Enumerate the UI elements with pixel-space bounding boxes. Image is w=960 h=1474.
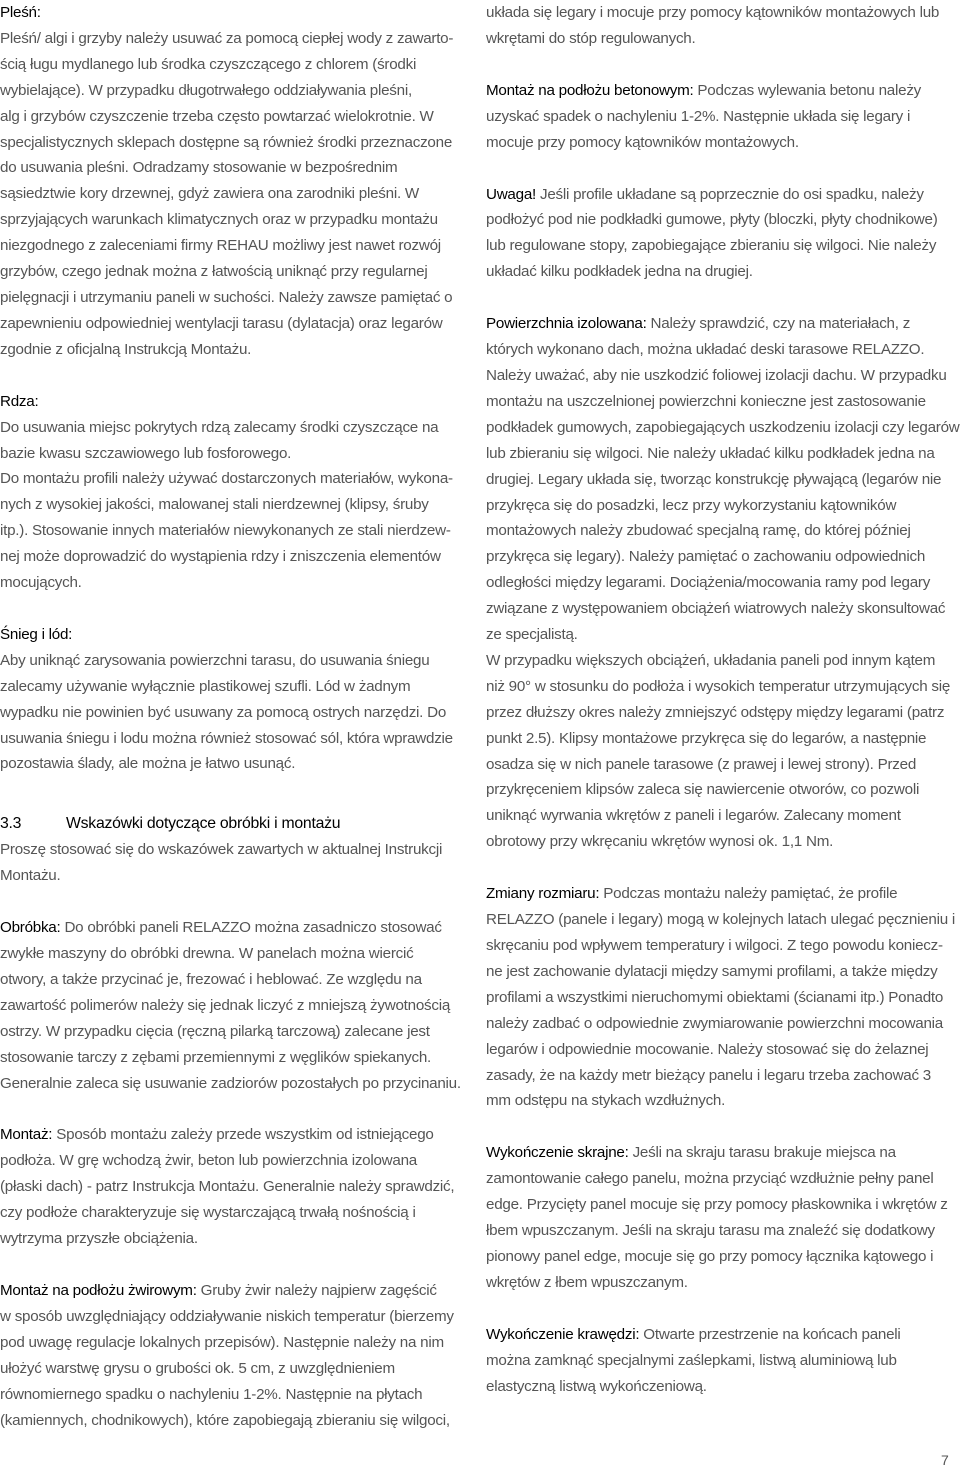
text-run: Podczas wylewania betonu należy [693,81,922,99]
text-line: wytrzyma przyszłe obciążenia. [0,1230,198,1248]
text-line: drugiej. Legary układa się, tworząc konstrukcję pływającą (legarów nie [486,470,942,488]
text-line: niezgodnego z zaleceniami firmy REHAU możliwy jest nawet rozwój [0,237,441,255]
spacer [486,1296,956,1322]
label-zmiany: Zmiany rozmiaru: [486,885,600,903]
text-line: nej może doprowadzić do wystąpienia rdzy i zniszczenia elementów [0,548,441,566]
text-line: Montażu. [0,867,61,885]
paragraph-intro [486,0,956,52]
text-line: ostrzy. W przypadku cięcia (ręczną pilarką tarczową) zalecane jest [0,1022,430,1040]
text-line: uzyskać spadek o nachyleniu 1-2%. Następnie układa się legary i [486,107,911,125]
text-line: przykręca się do posadzki, lecz przy wykorzystaniu kątowników [486,496,897,514]
heading-snieg: Śnieg i lód: [0,625,73,643]
label-obrobka: Obróbka: [0,919,61,937]
section-heading [0,811,462,837]
text-line: montażowych należy zbudować specjalną ramę, do której później [486,522,911,540]
text-line: czy podłoże charakteryzuje się wystarczającą trwałą nośnością i [0,1204,416,1222]
text-run: Należy sprawdzić, czy na materiałach, z [646,315,911,333]
paragraph-zwir [0,1278,462,1433]
text-run: Jeśli profile układane są poprzecznie do osi spadku, należy [536,185,924,203]
text-line: nych z wysokiej jakości, malowanej stali nierdzewnej (klipsy, śruby [0,496,429,514]
page-number: 7 [941,1452,949,1468]
text-line: wypadku nie powinien być usuwany za pomocą ostrych narzędzi. Do [0,703,447,721]
text-line: uniknąć wyrwania wkrętów z paneli i legarów. Zalecany moment [486,807,901,825]
text-line: ze specjalistą. [486,626,578,644]
text-line: Aby uniknąć zarysowania powierzchni tarasu, do usuwania śniegu [0,651,430,669]
text-line: specjalistycznych sklepach dostępne są również środki przeznaczone [0,133,453,151]
text-line: zamontowanie całego panelu, można przyciąć wzdłużnie pełny panel [486,1170,934,1188]
text-line: podkładek gumowych, zapobiegających uszkodzeniu izolacji czy legarów [486,418,960,436]
text-line: których wykonano dach, można układać deski tarasowe RELAZZO. [486,341,925,359]
text-line: pielęgnacji i utrzymaniu paneli w suchości. Należy zawsze pamiętać o [0,288,453,306]
text-line: Do montażu profili należy używać dostarczonych materiałów, wykona- [0,470,453,488]
spacer [486,855,956,881]
text-line: W przypadku większych obciążeń, układania paneli pod innym kątem [486,651,936,669]
text-line: pod uwagę regulacje lokalnych przepisów). Następnie należy na nim [0,1333,444,1351]
text-line: zgodnie z oficjalną Instrukcją Montażu. [0,340,252,358]
text-line: podłoża. W grę wchodzą żwir, beton lub powierzchnia izolowana [0,1152,417,1170]
paragraph-uwaga [486,182,956,286]
section-plesn [0,0,462,363]
text-run: Podczas montażu należy pamiętać, że profile [599,885,898,903]
text-line: ne jest zachowanie dylatacji między samymi profilami, a także między [486,962,938,980]
text-line: legarów i odpowiednie mocowanie. Należy stosować się do żelaznej [486,1040,929,1058]
section-3-3 [0,811,462,889]
text-line: lub regulowane stopy, zapobiegające zbieraniu się wilgoci. Nie należy [486,237,937,255]
text-line: zasady, że na każdy metr bieżący panelu i legaru trzeba zachować 3 [486,1066,931,1084]
text-line: ułożyć warstwę grysu o grubości ok. 5 cm, z uwzględnieniem [0,1359,395,1377]
spacer [0,596,462,622]
spacer [0,889,462,915]
spacer [0,363,462,389]
text-line: mocuje przy pomocy kątowników montażowych. [486,133,799,151]
text-line: wkrętów z łbem wpuszczanym. [486,1273,688,1291]
paragraph-beton [486,78,956,156]
text-line [0,1122,462,1148]
text-line [486,311,956,337]
left-column [0,0,462,1433]
text-line: profilami a wszystkimi nieruchomymi obiektami (ścianami itp.) Ponadto [486,988,944,1006]
text-line: zalecamy używanie wyłącznie plastikowej szufli. Lód w żadnym [0,677,411,695]
text-line: (kamiennych, chodnikowych), które zapobiegają zbieraniu się wilgoci, [0,1411,450,1429]
text-line: punkt 2.5). Klipsy montażowe przykręca się do legarów, a następnie [486,729,927,747]
label-krawedz: Wykończenie krawędzi: [486,1325,640,1343]
heading-rdza: Rdza: [0,392,39,410]
text-line: równomiernego spadku o nachyleniu 1-2%. Następnie na płytach [0,1385,423,1403]
text-line: niż 90° w stosunku do podłoża i wysokich temperatur utrzymujących się [486,677,951,695]
text-line: Proszę stosować się do wskazówek zawartych w aktualnej Instrukcji [0,841,443,859]
label-montaz: Montaż: [0,1126,53,1144]
text-line: usuwania śniegu i lodu można również stosować sól, która wprawdzie [0,729,453,747]
label-uwaga: Uwaga! [486,185,536,203]
paragraph-montaz [0,1122,462,1252]
text-line: do usuwania pleśni. Odradzamy stosowanie w bezpośrednim [0,159,398,177]
paragraph-krawedz [486,1322,956,1400]
spacer [486,1114,956,1140]
text-line: (płaski dach) - patrz Instrukcja Montażu. Generalnie należy sprawdzić, [0,1178,455,1196]
text-line: itp.). Stosowanie innych materiałów niewykonanych ze stali nierdzew- [0,522,451,540]
text-line: grzybów, czego jednak można z łatwością uniknąć przy regularnej [0,263,428,281]
text-line: edge. Przycięty panel mocuje się przy pomocy płaskownika i wkrętów z [486,1196,948,1214]
text-line: należy zadbać o odpowiednie zwymiarowanie powierzchni mocowania [486,1014,944,1032]
text-line: zawartość polimerów należy się jednak liczyć z mniejszą żywotnością [0,996,451,1014]
spacer [0,1096,462,1122]
right-column [486,0,960,1400]
label-skraj: Wykończenie skrajne: [486,1144,629,1162]
text-line: stosowanie tarczy z zębami przemiennymi z węglików spiekanych. [0,1048,432,1066]
text-line: układa się legary i mocuje przy pomocy kątowników montażowych lub [486,4,940,21]
text-line [486,881,956,907]
text-line: mm odstępu na stykach wzdłużnych. [486,1092,726,1110]
section-rdza [0,389,462,596]
text-line [486,1322,956,1348]
text-line: przez dłuższy okres należy zmniejszyć odstępy między legarami (patrz [486,703,945,721]
section-number: 3.3 [0,815,22,833]
text-run: Otwarte przestrzenie na końcach paneli [639,1325,901,1343]
text-run: Sposób montażu zależy przede wszystkim od istniejącego [52,1126,434,1144]
text-line: skręcaniu pod wpływem temperatury i wilgoci. Z tego powodu koniecz- [486,937,943,954]
section-snieg [0,622,462,777]
spacer [0,777,462,811]
spacer [0,1252,462,1278]
text-line: sprzyjających warunkach klimatycznych oraz w przypadku montażu [0,211,438,229]
label-izolowana: Powierzchnia izolowana: [486,315,647,333]
heading-plesn: Pleśń: [0,4,41,21]
label-zwir: Montaż na podłożu żwirowym: [0,1281,197,1299]
text-line: zapewnieniu odpowiedniej wentylacji tarasu (dylatacja) oraz legarów [0,314,443,332]
text-line: Należy uważać, aby nie uszkodzić foliowej izolacji dachu. W przypadku [486,366,947,384]
section-title: Wskazówki dotyczące obróbki i montażu [66,815,341,833]
text-line [0,1278,462,1304]
text-line: ścią ługu mydlanego lub środka czyszczącego z chlorem (środki [0,55,417,73]
label-beton: Montaż na podłożu betonowym: [486,81,694,99]
text-line: elastyczną listwą wykończeniową. [486,1377,707,1395]
paragraph-izolowana [486,311,960,855]
paragraph-zmiany [486,881,956,1114]
text-line: wybielające). W przypadku długotrwałego oddziaływania pleśni, [0,81,412,99]
text-line: w sposób uwzględniający oddziaływanie niskich temperatur (bierzemy [0,1307,454,1325]
text-line: RELAZZO (panele i legary) mogą w kolejnych latach ulegać pęcznieniu i [486,911,955,929]
text-run: Jeśli na skraju tarasu brakuje miejsca na [628,1144,896,1162]
spacer [486,285,956,311]
text-line: łbem wpuszczanym. Jeśli na skraju tarasu ma znaleźć się dodatkowy [486,1222,935,1240]
text-line: wkrętami do stóp regulowanych. [486,29,696,47]
text-line: można zamknąć specjalnymi zaślepkami, listwą aluminiową lub [486,1351,897,1369]
text-line [0,915,462,941]
text-line: obrotowy przy wkręcaniu wkrętów wynosi ok. 1,1 Nm. [486,833,834,851]
text-line: lub zbieraniu się wilgoci. Nie należy układać kilku podkładek jedna na [486,444,935,462]
spacer [486,52,956,78]
text-line: układać kilku podkładek jedna na drugiej. [486,263,753,281]
text-line: przykręca się legary). Należy pamiętać o zachowaniu odpowiednich [486,548,926,566]
text-line: Pleśń/ algi i grzyby należy usuwać za pomocą ciepłej wody z zawarto- [0,29,454,47]
text-line [486,78,956,104]
text-line: sąsiedztwie kory drzewnej, gdyż zawiera ona zarodniki pleśni. W [0,185,419,203]
paragraph-skraj [486,1140,956,1295]
text-line: bazie kwasu szczawiowego lub fosforowego. [0,444,292,462]
text-line: montażu na uszczelnionej powierzchni konieczne jest zastosowanie [486,392,926,410]
text-line: alg i grzybów czyszczenie trzeba często powtarzać wielokrotnie. W [0,107,434,125]
text-line: przykręceniem klipsów zaleca się nawiercenie otworów, co pozwoli [486,781,920,799]
text-line [486,182,956,208]
spacer [486,156,956,182]
text-line: Do usuwania miejsc pokrytych rdzą zalecamy środki czyszczące na [0,418,439,436]
text-line: otwory, a także przycinać je, frezować i heblować. Ze względu na [0,970,422,988]
paragraph-obrobka [0,915,462,1096]
text-line: mocujących. [0,574,82,592]
text-run: Gruby żwir należy najpierw zagęścić [196,1281,437,1299]
text-line: związane z występowaniem obciążeń wiatrowych należy skonsultować [486,600,946,618]
text-line [486,1140,956,1166]
text-line: podłożyć pod nie podkładki gumowe, płyty (bloczki, płyty chodnikowe) [486,211,938,229]
text-line: odległości między legarami. Dociążenia/mocowania ramy pod legary [486,574,931,592]
text-line: zwykłe maszyny do obróbki drewna. W panelach można wiercić [0,945,414,962]
text-run: Do obróbki paneli RELAZZO można zasadniczo stosować [60,919,442,937]
text-line: Generalnie zaleca się usuwanie zadziorów pozostałych po przycinaniu. [0,1074,461,1092]
text-line: pionowy panel edge, mocuje się go przy pomocy łącznika kątowego i [486,1247,934,1265]
text-line: pozostawia ślady, ale można je łatwo usunąć. [0,755,296,773]
text-line: osadza się w nich panele tarasowe (z prawej i lewej strony). Przed [486,755,917,773]
